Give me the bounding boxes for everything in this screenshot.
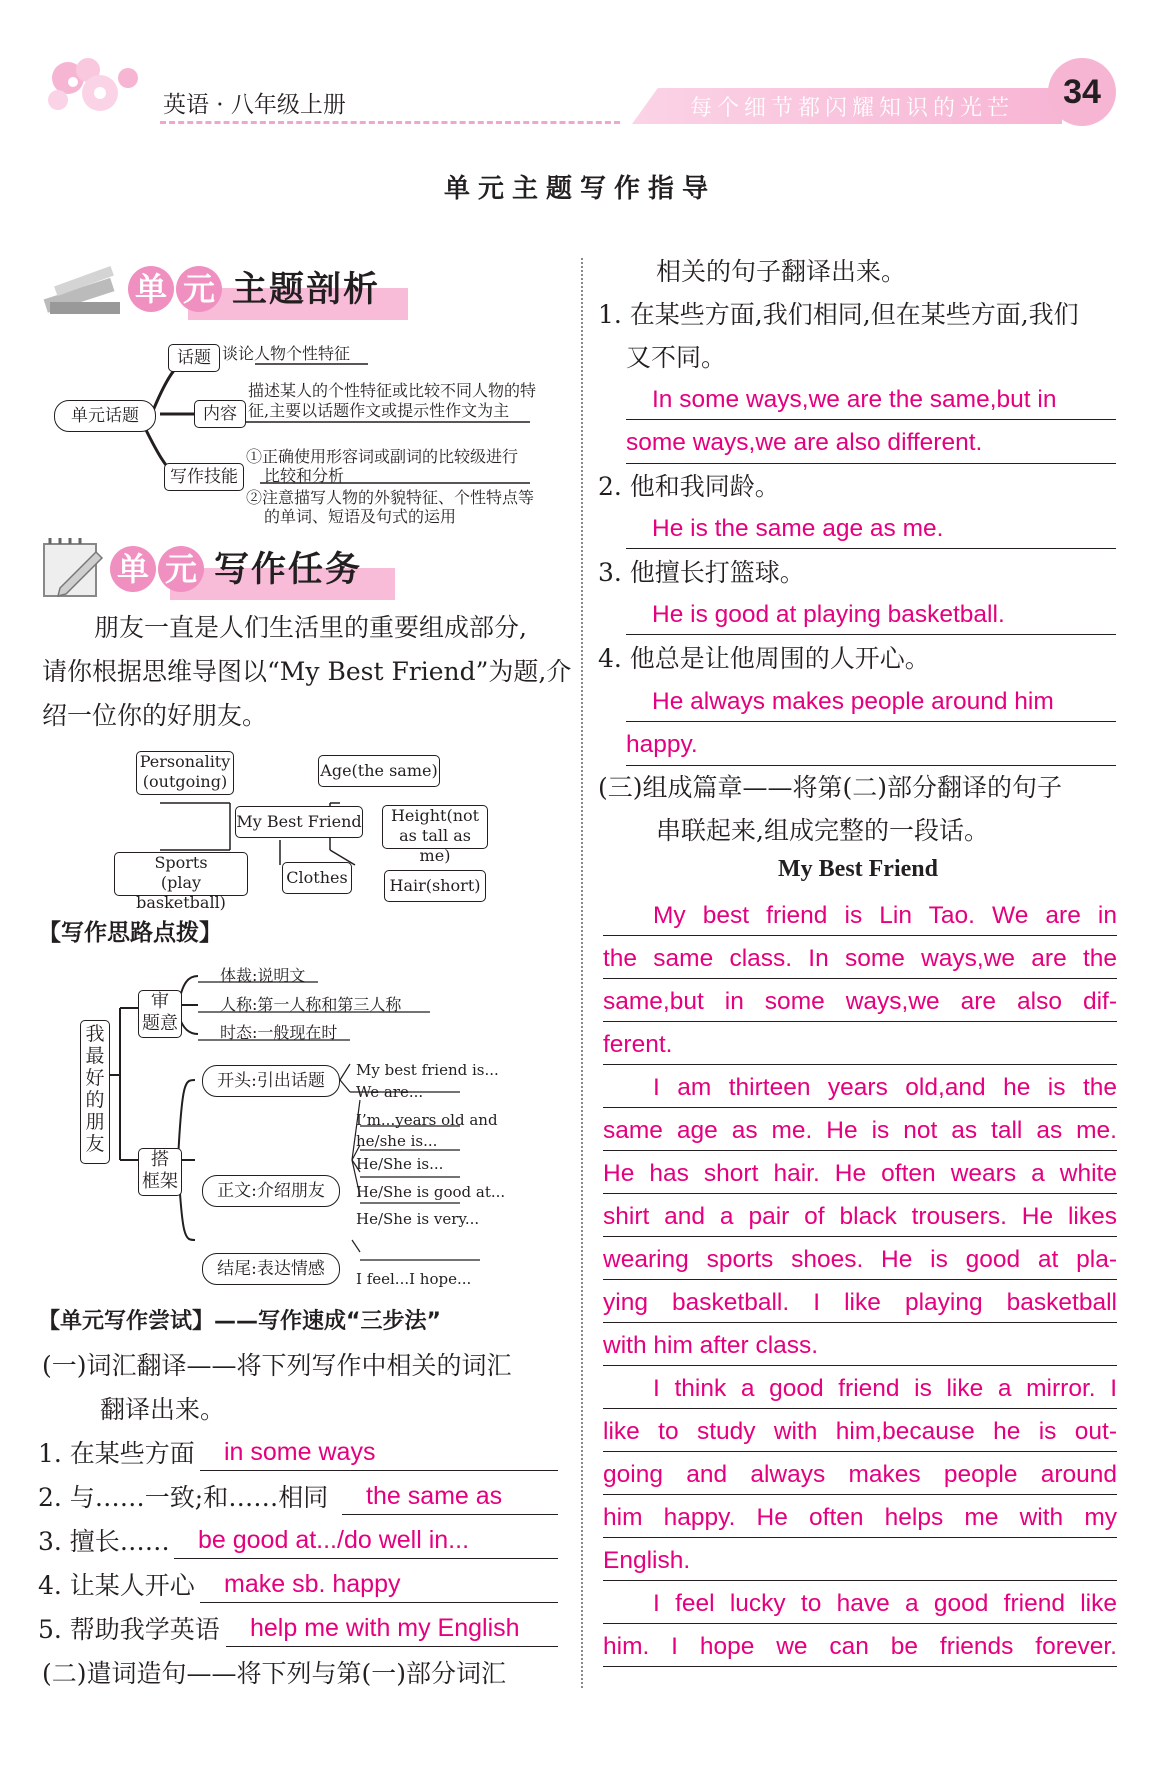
notepad-pencil-icon	[40, 538, 106, 602]
tips-root-char: 最	[85, 1045, 105, 1067]
section-banner-analysis	[128, 266, 408, 326]
vocab-question: 5. 帮助我学英语	[38, 1615, 220, 1644]
badge-char: 元	[176, 266, 222, 312]
essay-line: ying basketball. I like playing basketball	[603, 1281, 1117, 1323]
tips-root-char: 好	[85, 1067, 105, 1089]
column-divider	[581, 258, 583, 1688]
vocab-question: 4. 让某人开心	[38, 1571, 195, 1600]
mindmap-skill-text: 比较和分析	[264, 466, 345, 485]
badge-char: 元	[158, 546, 204, 592]
essay-line: I think a good friend is like a mirror. I	[603, 1367, 1117, 1409]
vocab-answer	[200, 1566, 558, 1603]
tips-body-phrase: he/she is...	[356, 1132, 438, 1150]
vocab-answer-text: the same as	[366, 1482, 503, 1510]
vocab-answer	[342, 1478, 558, 1515]
tips-shen-box	[138, 990, 182, 1038]
essay-line: with him after class.	[603, 1324, 1117, 1366]
vocab-question: 3. 擅长……	[38, 1527, 170, 1556]
task-prompt: 请你根据思维导图以“My Best Friend”为题,介	[42, 657, 572, 686]
tips-opening: 开头:引出话题	[202, 1065, 340, 1097]
vocab-answer	[226, 1610, 558, 1647]
sentence-answer: He is good at playing basketball.	[626, 593, 1116, 635]
mindmap-sports	[114, 852, 248, 912]
tips-node-text: 题意	[142, 1013, 178, 1034]
essay-line: I am thirteen years old,and he is the	[603, 1066, 1117, 1108]
sentence-answer: He is the same age as me.	[626, 507, 1116, 549]
header-divider	[160, 121, 620, 124]
sentence-question: 又不同。	[626, 343, 727, 372]
mindmap-skill-text: ②注意描写人物的外貌特征、个性特点等	[246, 488, 535, 507]
page-number: 34	[1048, 58, 1116, 126]
page-title: 单元主题写作指导	[443, 174, 716, 204]
sentence-question: 2. 他和我同龄。	[598, 472, 780, 501]
step1-instruction: 翻译出来。	[100, 1395, 226, 1424]
tips-body-phrase: He/She is very...	[356, 1210, 480, 1228]
tips-body: 正文:介绍朋友	[202, 1175, 340, 1207]
tips-body-phrase: I’m...years old and	[356, 1111, 498, 1129]
vocab-answer-text: help me with my English	[250, 1614, 520, 1642]
mindmap-content-text: 描述某人的个性特征或比较不同人物的特	[248, 381, 537, 400]
step1-instruction: (一)词汇翻译——将下列写作中相关的词汇	[42, 1351, 512, 1380]
essay-line: same,but in some ways,we are also dif-	[603, 980, 1117, 1022]
mindmap-age: Age(the same)	[318, 755, 440, 787]
vocab-answer	[200, 1434, 558, 1471]
essay-line: English.	[603, 1539, 1117, 1581]
section-title: 主题剖析	[232, 270, 381, 310]
book-title: 英语 · 八年级上册	[163, 92, 346, 118]
tips-tense: 时态:一般现在时	[220, 1023, 338, 1042]
vocab-question: 2. 与……一致;和……相同	[38, 1483, 329, 1512]
mindmap-node-text: (outgoing)	[142, 772, 228, 791]
mindmap-topic-label: 话题	[168, 344, 220, 372]
flower-ornament-icon	[38, 48, 150, 128]
tips-person: 人称:第一人称和第三人称	[220, 995, 402, 1014]
tips-node-text: 搭	[151, 1149, 169, 1170]
essay-line: I feel lucky to have a good friend like	[603, 1582, 1117, 1624]
sentence-question: 3. 他擅长打篮球。	[598, 558, 805, 587]
step3-instruction: (三)组成篇章——将第(二)部分翻译的句子	[598, 773, 1063, 802]
badge-char: 单	[128, 266, 174, 312]
mindmap-personality	[136, 751, 234, 795]
mindmap-node-text: Personality	[139, 752, 231, 771]
sentence-answer: In some ways,we are the same,but in	[626, 378, 1116, 420]
vocab-answer-text: be good at.../do well in...	[198, 1526, 470, 1554]
tips-node-text: 框架	[142, 1171, 178, 1192]
essay-line: him. I hope we can be friends forever.	[603, 1625, 1117, 1667]
tips-body-phrase: He/She is good at...	[356, 1183, 506, 1201]
tips-body-phrase: He/She is...	[356, 1155, 444, 1173]
tips-root	[80, 1020, 110, 1164]
tips-end-phrase: I feel...I hope...	[356, 1270, 472, 1288]
mindmap-topic-text: 谈论人物个性特征	[222, 344, 351, 363]
tips-root-char: 的	[85, 1089, 105, 1111]
tips-root-char: 友	[85, 1133, 105, 1155]
essay-line: same age as me. He is not as tall as me.	[603, 1109, 1117, 1151]
sentence-answer: some ways,we are also different.	[626, 421, 1116, 464]
mindmap-skill-label: 写作技能	[164, 463, 244, 491]
mindmap-node-text: (play basketball)	[136, 873, 226, 912]
essay-line: like to study with him,because he is out-	[603, 1410, 1117, 1452]
essay-line: My best friend is Lin Tao. We are in	[603, 894, 1117, 936]
vocab-question: 1. 在某些方面	[38, 1439, 195, 1468]
mindmap-height	[382, 805, 488, 865]
tips-open-phrase: We are...	[356, 1083, 424, 1101]
step2-instruction: 相关的句子翻译出来。	[656, 257, 907, 286]
vocab-answer-text: make sb. happy	[224, 1570, 401, 1598]
section-title: 写作任务	[214, 550, 363, 590]
mindmap-clothes: Clothes	[282, 862, 352, 894]
tips-node-text: 审	[151, 991, 169, 1012]
essay-line: shirt and a pair of black trousers. He likes	[603, 1195, 1117, 1237]
mindmap-center: 单元话题	[54, 400, 156, 432]
essay-title: My Best Friend	[778, 856, 938, 882]
tips-open-phrase: My best friend is...	[356, 1061, 499, 1079]
sentence-answer: happy.	[626, 723, 1116, 766]
mindmap-content-label: 内容	[194, 400, 246, 428]
tips-ending: 结尾:表达情感	[202, 1253, 340, 1285]
sentence-question: 1. 在某些方面,我们相同,但在某些方面,我们	[598, 300, 1079, 329]
vocab-answer-text: in some ways	[224, 1438, 376, 1466]
tips-root-char: 我	[85, 1023, 105, 1045]
header-slogan: 每个细节都闪耀知识的光芒	[690, 96, 1015, 121]
mindmap-skill-text: 的单词、短语及句式的运用	[264, 507, 457, 526]
mindmap-node-text: Sports	[154, 853, 208, 872]
essay-line: going and always makes people around	[603, 1453, 1117, 1495]
task-prompt: 绍一位你的好朋友。	[42, 701, 268, 730]
mindmap-content-text: 征,主要以话题作文或提示性作文为主	[248, 401, 510, 420]
mindmap-node-text: Height(not	[390, 806, 480, 825]
mindmap-skill-text: ①正确使用形容词或副词的比较级进行	[246, 447, 519, 466]
essay-line: He has short hair. He often wears a white	[603, 1152, 1117, 1194]
tips-heading: 【写作思路点拨】	[38, 920, 222, 946]
badge-char: 单	[110, 546, 156, 592]
step3-instruction: 串联起来,组成完整的一段话。	[656, 816, 989, 845]
tips-genre: 体裁:说明文	[220, 966, 306, 985]
section-banner-task	[110, 546, 400, 606]
sentence-question: 4. 他总是让他周围的人开心。	[598, 644, 930, 673]
task-prompt: 朋友一直是人们生活里的重要组成部分,	[94, 613, 527, 642]
essay-line: him happy. He often helps me with my	[603, 1496, 1117, 1538]
essay-line: the same class. In some ways,we are the	[603, 937, 1117, 979]
sentence-answer: He always makes people around him	[626, 680, 1116, 722]
try-heading: 【单元写作尝试】——写作速成“三步法”	[38, 1309, 441, 1334]
mindmap-node-text: as tall as me)	[399, 826, 471, 865]
tips-frame-box	[138, 1148, 182, 1196]
step2-instruction: (二)遣词造句——将下列与第(一)部分词汇	[42, 1659, 507, 1688]
tips-root-char: 朋	[85, 1111, 105, 1133]
vocab-answer	[174, 1522, 558, 1559]
mindmap-hair: Hair(short)	[384, 870, 486, 902]
books-icon	[40, 258, 122, 320]
essay-line: ferent.	[603, 1023, 1117, 1065]
essay-line: wearing sports shoes. He is good at pla-	[603, 1238, 1117, 1280]
mindmap-center-friend: My Best Friend	[235, 806, 363, 838]
